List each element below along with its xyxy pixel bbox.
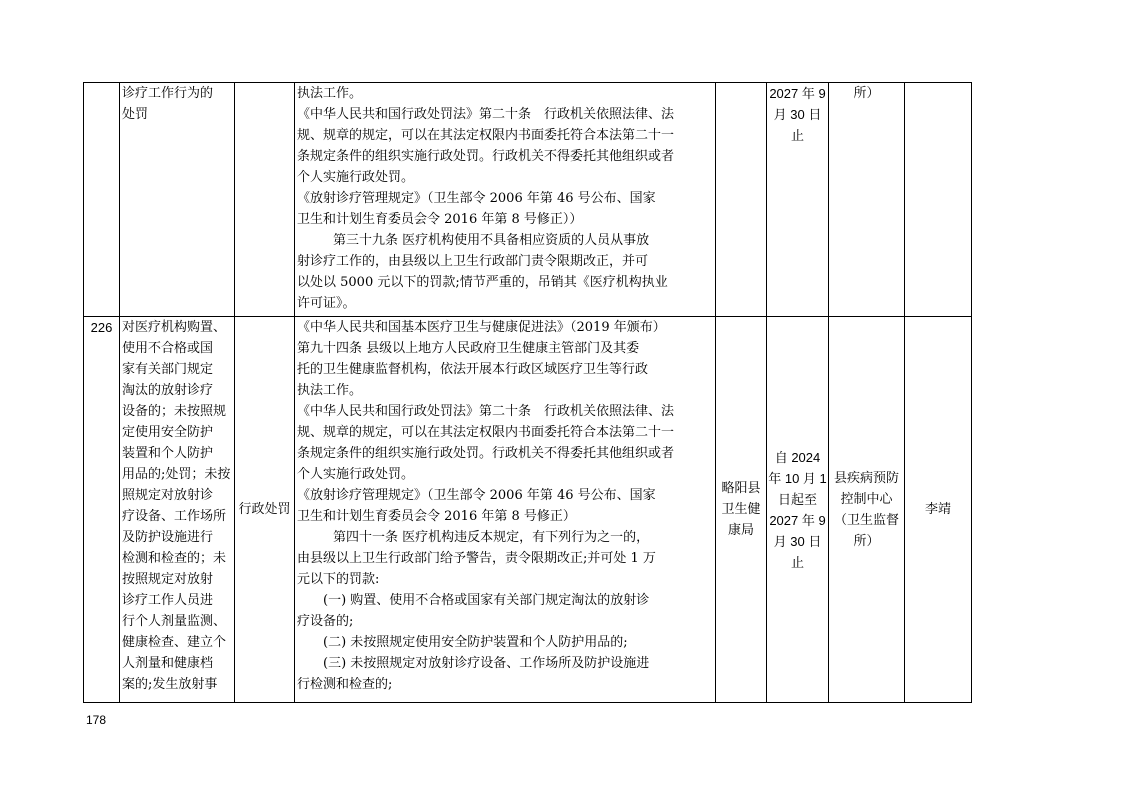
period-text-line: 自 2024: [774, 449, 821, 465]
period-text-line: 日起至: [777, 491, 817, 507]
item-text-line: 对医疗机构购置、: [122, 320, 227, 335]
basis-text-line: 托的卫生健康监督机构，依法开展本行政区域医疗卫生等行政: [297, 362, 649, 377]
basis-cell: [295, 317, 716, 703]
basis-text-line: 条规定条件的组织实施行政处罚。行政机关不得委托其他组织或者: [297, 149, 675, 164]
item-text-line: 按照规定对放射: [122, 572, 214, 587]
executor-cell: [829, 317, 905, 703]
item-text-line: 装置和个人防护: [122, 446, 214, 461]
basis-text-line: 执法工作。: [297, 383, 363, 398]
item-text-line: 家有关部门规定: [122, 362, 214, 377]
basis-text-line: 规、规章的规定，可以在其法定权限内书面委托符合本法第二十一: [297, 128, 675, 143]
period-text-line: 月 30 日: [773, 533, 822, 549]
item-text-line: 处罚: [122, 107, 149, 122]
type-cell: [235, 83, 295, 317]
basis-text-line: 《中华人民共和国行政处罚法》第二十条 行政机关依照法律、法: [297, 107, 675, 122]
item-text-line: 诊疗工作行为的: [122, 86, 214, 101]
period-text-line: 年 10 月 1: [768, 470, 827, 486]
basis-text-line: 条规定条件的组织实施行政处罚。行政机关不得委托其他组织或者: [297, 446, 675, 461]
item-cell: [120, 317, 235, 703]
period-text-line: 止: [790, 554, 804, 570]
item-text-line: 行个人剂量监测、: [122, 614, 227, 629]
person-cell: [905, 83, 972, 317]
basis-text-line: 第四十一条 医疗机构违反本规定，有下列行为之一的，: [333, 530, 650, 545]
org-cell: [716, 83, 767, 317]
item-text-line: 人剂量和健康档: [122, 656, 214, 671]
executor-text-line: 所）: [853, 86, 880, 101]
item-text-line: 疗设备、工作场所: [122, 509, 227, 524]
executor-text-line: 控制中心: [840, 491, 893, 507]
basis-text-line: (一) 购置、使用不合格或国家有关部门规定淘汰的放射诊: [323, 593, 650, 608]
basis-text-line: (二) 未按照规定使用安全防护装置和个人防护用品的;: [323, 635, 628, 650]
basis-text-line: 执法工作。: [297, 86, 363, 101]
table-row: [84, 83, 972, 317]
org-cell: [716, 317, 767, 703]
row-number-cell: 226: [84, 317, 120, 703]
period-text-line: 止: [790, 128, 804, 143]
basis-text-line: 个人实施行政处罚。: [297, 170, 415, 185]
basis-text-line: 卫生和计划生育委员会令 2016 年第 8 号修正）: [297, 509, 576, 524]
item-text-line: 用品的;处罚；未按: [122, 467, 231, 482]
regulation-table: [83, 82, 972, 703]
org-text-line: 康局: [727, 523, 754, 538]
org-text-line: 卫生健: [721, 502, 761, 517]
item-text-line: 案的;发生放射事: [122, 677, 218, 692]
basis-text-line: 射诊疗工作的，由县级以上卫生行政部门责令限期改正，并可: [297, 254, 649, 269]
item-text-line: 设备的；未按照规: [122, 404, 227, 419]
executor-text-line: （卫生监督: [833, 512, 899, 528]
basis-text-line: 《中华人民共和国行政处罚法》第二十条 行政机关依照法律、法: [297, 404, 675, 419]
basis-text-line: 个人实施行政处罚。: [297, 467, 415, 482]
item-text-line: 健康检查、建立个: [122, 635, 227, 650]
executor-text-line: 县疾病预防: [833, 470, 899, 486]
basis-text-line: 由县级以上卫生行政部门给予警告，责令限期改正;并可处 1 万: [297, 551, 656, 566]
basis-cell: [295, 83, 716, 317]
table-row: [84, 317, 972, 703]
basis-text-line: 许可证》。: [297, 296, 356, 311]
period-text-line: 月 30 日: [773, 107, 822, 122]
basis-text-line: 行检测和检查的;: [297, 677, 393, 692]
period-text-line: 2027 年 9: [769, 86, 826, 101]
basis-text-line: 《放射诊疗管理规定》（卫生部令 2006 年第 46 号公布、国家: [297, 488, 656, 503]
item-text-line: 及防护设施进行: [122, 530, 214, 545]
item-text-line: 诊疗工作人员进: [122, 593, 214, 608]
period-text-line: 2027 年 9: [769, 512, 826, 528]
basis-text-line: 第九十四条 县级以上地方人民政府卫生健康主管部门及其委: [297, 341, 640, 356]
basis-text-line: 《中华人民共和国基本医疗卫生与健康促进法》（2019 年颁布）: [297, 320, 666, 335]
org-text-line: 略阳县: [721, 481, 761, 496]
executor-cell: [829, 83, 905, 317]
basis-text-line: 规、规章的规定，可以在其法定权限内书面委托符合本法第二十一: [297, 425, 675, 440]
basis-text-line: 元以下的罚款:: [297, 572, 380, 587]
page-number: 178: [86, 713, 107, 727]
item-text-line: 使用不合格或国: [122, 341, 214, 356]
period-cell: [767, 83, 829, 317]
basis-text-line: 《放射诊疗管理规定》（卫生部令 2006 年第 46 号公布、国家: [297, 191, 656, 206]
item-text-line: 定使用安全防护: [122, 425, 214, 440]
item-cell: [120, 83, 235, 317]
basis-text-line: (三) 未按照规定对放射诊疗设备、工作场所及防护设施进: [323, 656, 650, 671]
executor-text-line: 所）: [853, 533, 880, 549]
basis-text-line: 以处以 5000 元以下的罚款;情节严重的，吊销其《医疗机构执业: [297, 275, 668, 290]
item-text-line: 检测和检查的；未: [122, 551, 227, 566]
period-cell: [767, 317, 829, 703]
basis-text-line: 第三十九条 医疗机构使用不具备相应资质的人员从事放: [333, 233, 650, 248]
type-cell: 行政处罚: [235, 317, 295, 703]
item-text-line: 淘汰的放射诊疗: [122, 383, 214, 398]
item-text-line: 照规定对放射诊: [122, 488, 214, 503]
row-number-cell: [84, 83, 120, 317]
person-cell: 李靖: [905, 317, 972, 703]
basis-text-line: 卫生和计划生育委员会令 2016 年第 8 号修正））: [297, 212, 583, 227]
basis-text-line: 疗设备的;: [297, 614, 354, 629]
